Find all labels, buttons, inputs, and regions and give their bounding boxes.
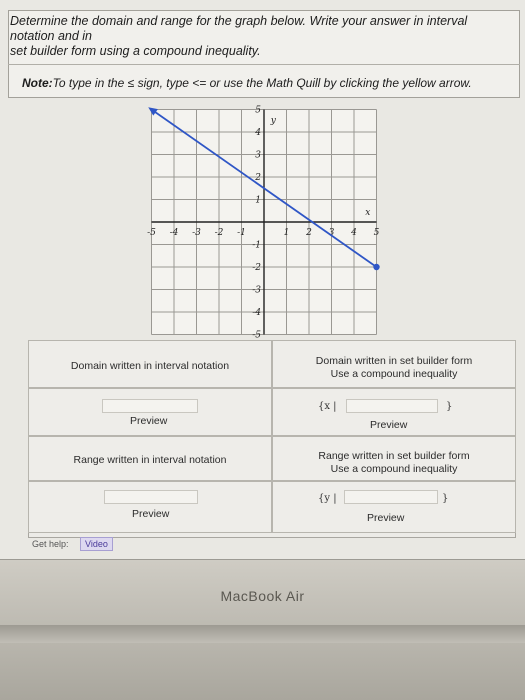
x-tick-label: 1 [283, 228, 290, 238]
question-text [10, 14, 510, 59]
y-tick-label: -2 [252, 263, 261, 273]
domain-set-label-line-1: Domain written in set builder form [315, 355, 473, 367]
range-interval-preview-button[interactable]: Preview [132, 508, 170, 520]
y-tick-label: -1 [252, 240, 261, 251]
endpoint-dot [373, 264, 379, 270]
domain-set-label-line-2: Use a compound inequality [330, 368, 458, 380]
x-tick-label: -4 [169, 228, 179, 238]
range-set-preview-button[interactable]: Preview [367, 512, 405, 524]
range-set-suffix: } [442, 493, 449, 504]
range-interval-input-cell [28, 481, 272, 533]
question-line-1: Determine the domain and range for the graph below. Write your answer in interval notation and in [10, 14, 468, 43]
y-tick-label: 2 [255, 173, 261, 183]
x-tick-label: 2 [306, 228, 312, 238]
domain-set-preview-button[interactable]: Preview [370, 419, 408, 431]
x-tick-label: -5 [147, 228, 156, 238]
x-tick-label: 4 [351, 228, 357, 238]
domain-set-prefix: {x | [318, 401, 337, 412]
laptop-hinge [0, 625, 525, 643]
y-tick-label: 4 [255, 128, 261, 138]
x-tick-label: -3 [192, 228, 201, 238]
domain-interval-label: Domain written in interval notation [70, 360, 230, 372]
y-tick-label: -4 [252, 308, 261, 318]
get-help-label: Get help: [32, 539, 69, 549]
x-tick-label: -2 [214, 228, 224, 238]
le-symbol: ≤ [127, 76, 135, 90]
y-tick-label: -5 [252, 330, 261, 341]
x-axis-label: x [365, 207, 371, 218]
y-tick-label: -3 [252, 285, 261, 296]
range-set-label [274, 450, 514, 476]
video-help-button[interactable]: Video [80, 537, 113, 551]
divider [8, 64, 520, 65]
note-text [22, 76, 472, 90]
domain-set-input[interactable] [346, 399, 438, 413]
x-tick-label: 3 [328, 228, 335, 238]
graph [147, 102, 390, 341]
question-line-2: set builder form using a compound inequality. [10, 44, 261, 58]
range-set-input-cell [272, 481, 516, 533]
note-text-2: sign, type <= or use the Math Quill by clicking the yellow arrow. [137, 76, 472, 90]
domain-interval-input[interactable] [102, 399, 198, 413]
y-tick-label: 3 [255, 150, 261, 161]
range-interval-input[interactable] [104, 490, 198, 504]
note-text-1: To type in the [52, 76, 125, 90]
x-tick-label: 5 [373, 228, 380, 238]
domain-interval-preview-button[interactable]: Preview [130, 415, 168, 427]
domain-set-label [274, 355, 514, 381]
range-set-label-line-2: Use a compound inequality [330, 463, 458, 475]
x-tick-label: -1 [237, 228, 246, 238]
y-tick-label: 5 [255, 105, 261, 116]
range-set-input[interactable] [344, 490, 438, 504]
range-set-label-line-1: Range written in set builder form [318, 450, 470, 462]
range-interval-label: Range written in interval notation [73, 454, 227, 466]
range-set-prefix: {y | [318, 493, 337, 504]
domain-set-suffix: } [446, 401, 453, 412]
note-label: Note: [22, 76, 53, 90]
device-brand-label: MacBook Air [220, 588, 305, 604]
y-tick-label: 1 [255, 195, 261, 206]
y-axis-label: y [270, 116, 276, 126]
